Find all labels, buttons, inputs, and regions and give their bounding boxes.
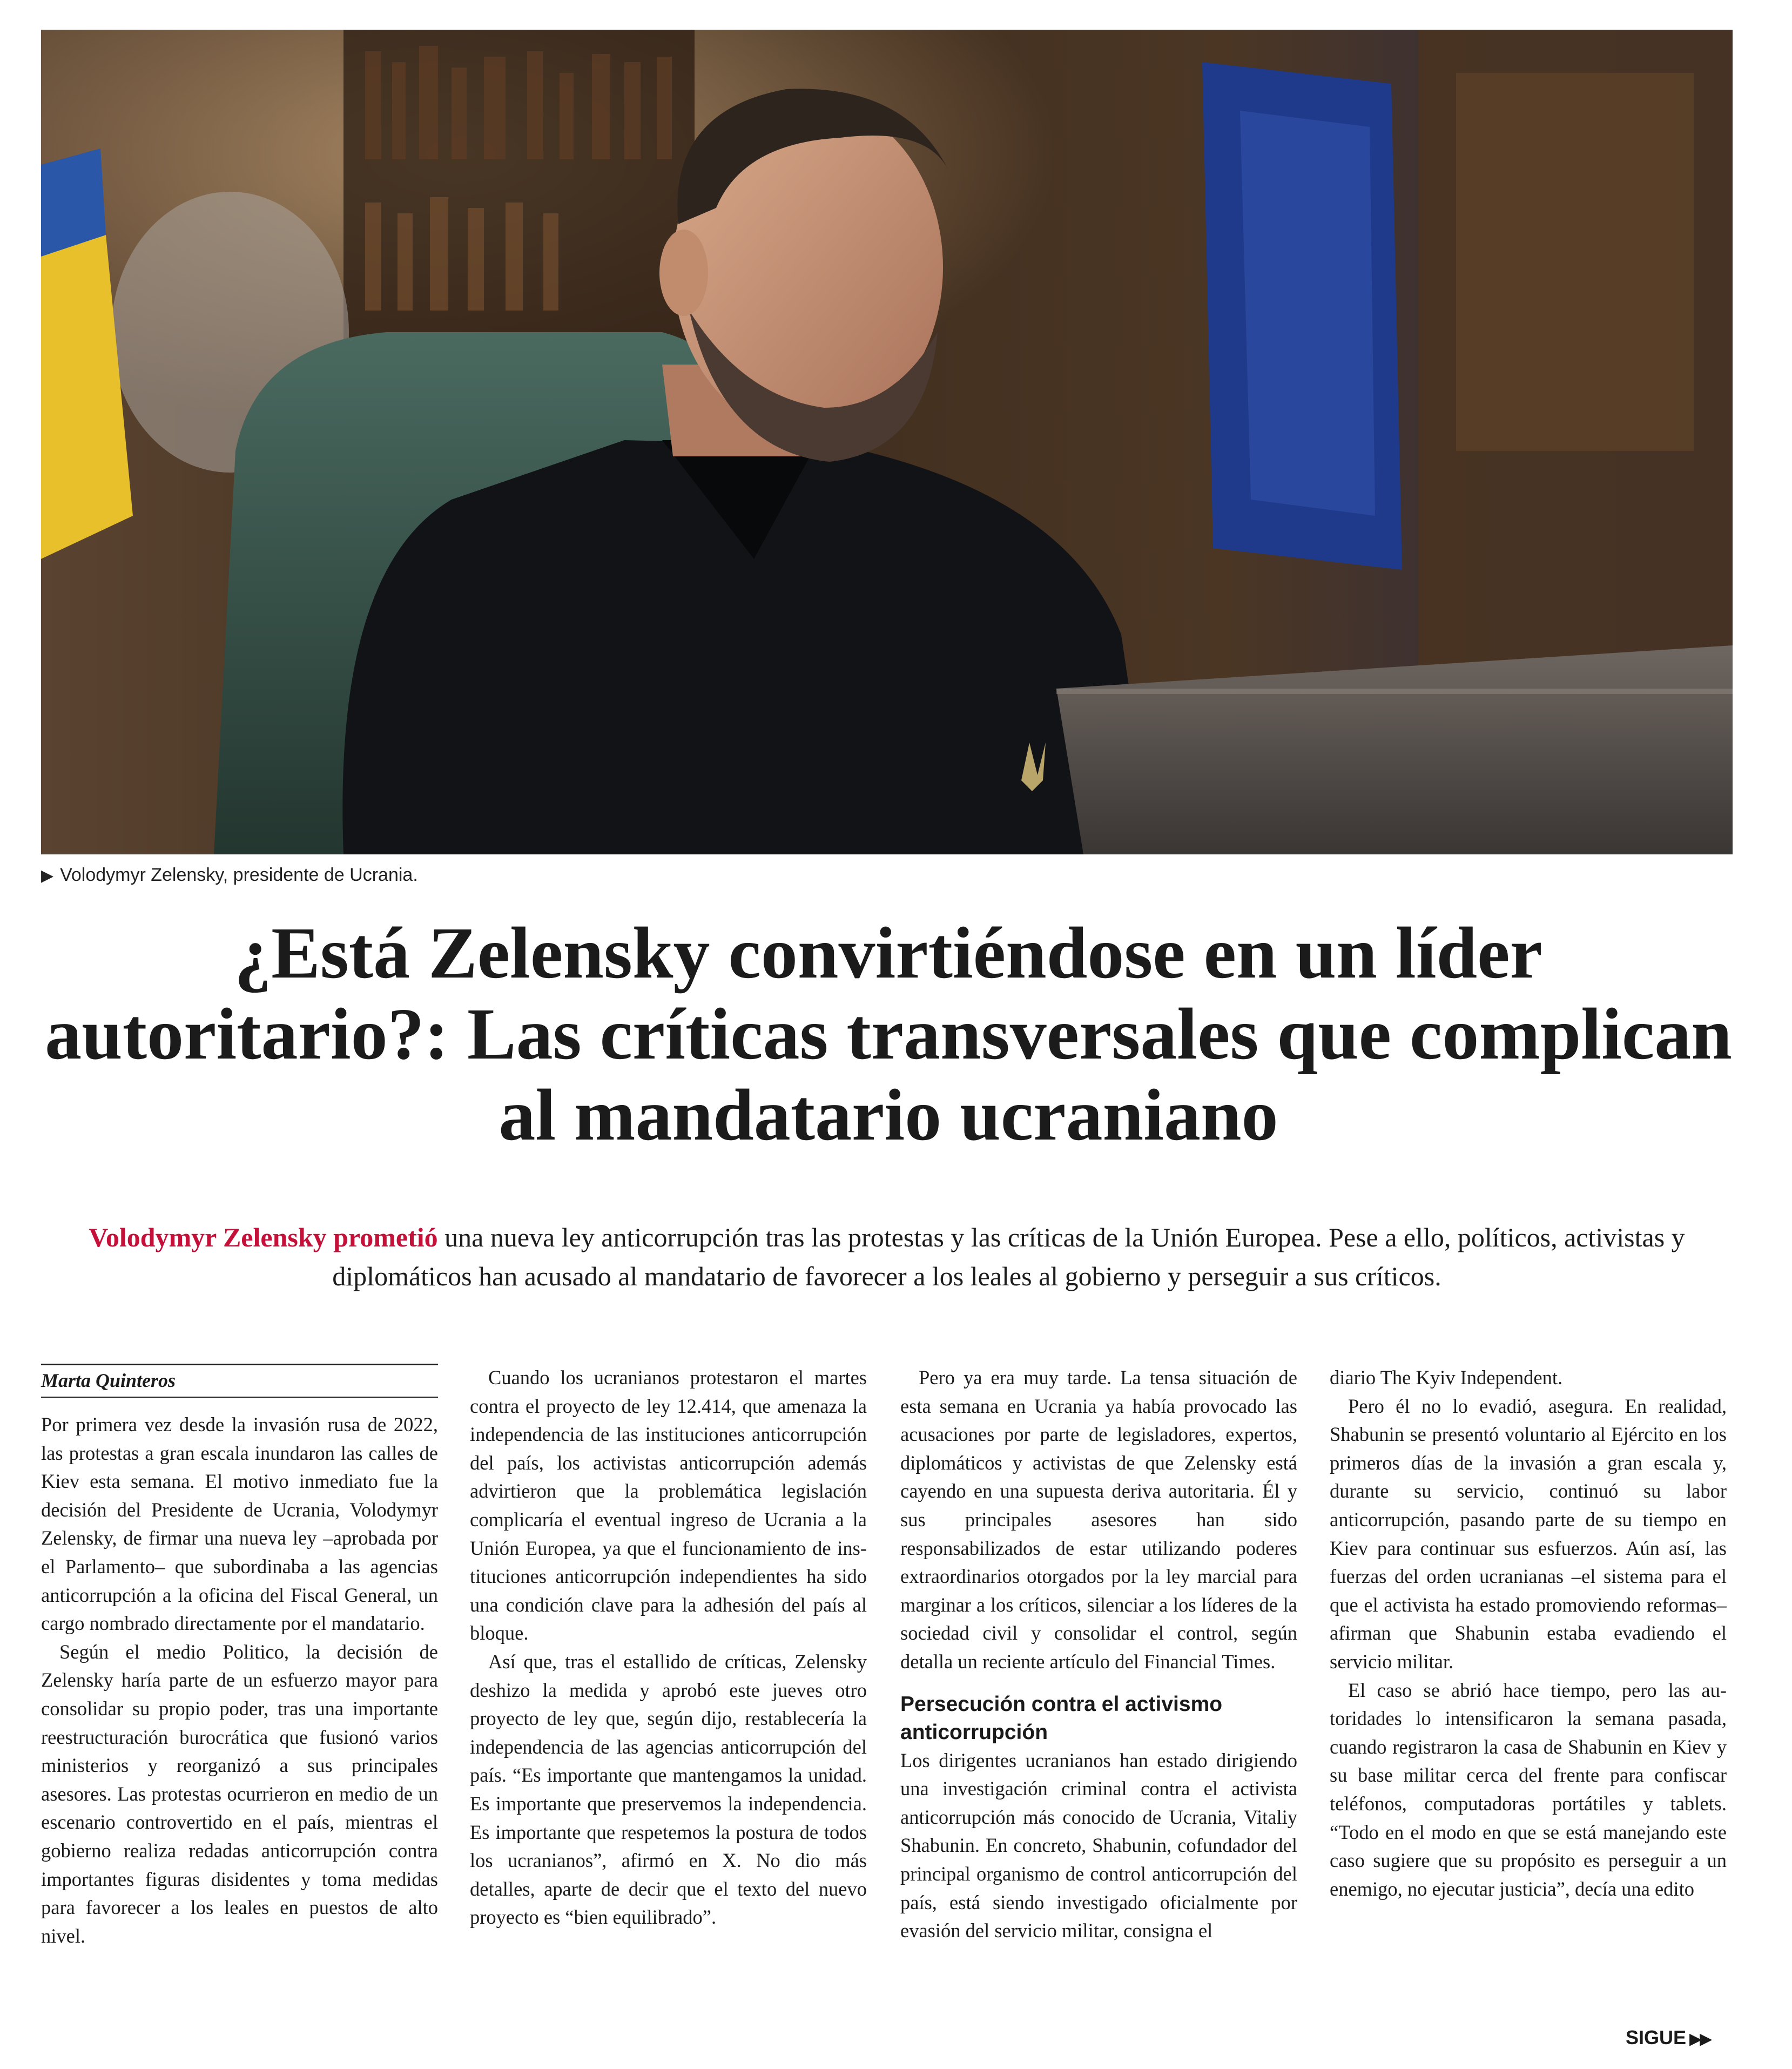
body-column-1 — [41, 1364, 438, 1950]
caption-text: Volodymyr Zelensky, presidente de Ucrania. — [60, 865, 418, 885]
body-column-2 — [470, 1364, 867, 1932]
double-arrow-icon: ▶▶ — [1689, 2030, 1710, 2048]
paragraph: diario The Kyiv Independent. — [1330, 1366, 1563, 1389]
paragraph: Los dirigentes ucranianos han estado dirigiendo una investigación criminal contra el activista anticorrupción más conocido de Ucrania, Vitaliy Shabunin. En concreto, Shabunin, cofundador del principal organismo de control anticorrupción del país, está siendo investigado oficialmente por evasión del servicio militar, consigna el — [900, 1749, 1297, 1942]
body-column-3 — [900, 1364, 1297, 1945]
continue-label: SIGUE — [1626, 2026, 1687, 2048]
article-headline: ¿Está Zelensky convirtiéndose en un líder autoritario?: Las críticas transversales que complican al mandatario ucraniano — [45, 913, 1732, 1156]
paragraph: Según el medio Politico, la decisión de Zelensky haría parte de un esfuerzo mayor para consolidar su propio poder, tras una importante reestructuración burocrática que fusionó varios ministerios y reorganizó a sus principales asesores. Las protestas ocurrieron en medio de un escenario controvertido en el país, mientras el gobierno realiza redadas anticorrupción contra importantes figuras disidentes y toma medidas para favorecer a los leales en puestos de alto nivel. — [41, 1640, 438, 1947]
byline: Marta Quinteros — [41, 1364, 438, 1398]
paragraph: Así que, tras el estallido de críticas, Zelensky deshizo la medida y aprobó este jueves otro proyecto de ley que, según dijo, restablecería la independencia de las agencias anticorrupción del país. “Es importante que mantengamos la unidad. Es importante que preservemos la independencia. Es importante que respetemos la postura de todos los ucranianos”, afirmó en X. No dio más detalles, aparte de decir que el texto del nuevo proyecto es “bien equilibrado”. — [470, 1650, 867, 1929]
paragraph: Pero él no lo evadió, asegura. En realidad, Shabunin se presentó voluntario al Ejército en los primeros días de la invasión a gran escala y, durante su servicio, continuó su labor anticorrupción, pasando parte de su tiempo en Kiev para continuar sus esfuerzos. Aún así, las fuerzas del orden ucranianas –el sistema para el que el activista ha estado promoviendo reformas– afirman que Shabunin estaba evadiendo el servicio militar. — [1330, 1394, 1727, 1673]
zelensky-photo-illustration — [41, 30, 1733, 854]
photo-caption — [41, 863, 1661, 888]
paragraph: Pero ya era muy tarde. La tensa situación de esta semana en Ucrania ya había provocado las acusaciones por parte de legisladores, expertos, diplomáticos y activistas de que Zelensky está cayendo en una supuesta deriva autoritaria. Él y sus principales asesores han sido responsabilizados de estar utilizando poderes extraordinarios otorgados por la ley marcial para marginar a los críticos, silenciar a los líderes de la sociedad civil y consolidar el control, según detalla un reciente artículo del Financial Times. — [900, 1366, 1297, 1673]
caption-marker-icon: ▶ — [41, 867, 54, 885]
standfirst-text: una nueva ley anticorrupción tras las protestas y las críticas de la Unión Europea. Pese a ello, políticos, activistas y diplomáticos han acusado al mandatario de favorecer a los leales al gobierno y perseguir a sus críticos. — [332, 1222, 1685, 1291]
section-subheading: Persecución contra el activismo anticorrupción — [900, 1692, 1223, 1744]
article-photo — [41, 30, 1733, 854]
paragraph: Cuando los ucranianos protestaron el martes contra el proyecto de ley 12.414, que amenaza la independencia de las instituciones anticorrupción del país, los activistas anticorrupción además advirtieron que la problemática legislación complicaría el eventual ingreso de Ucrania a la Unión Europea, ya que el funcionamiento de instituciones anticorrupción independientes ha sido una condición clave para la adhesión del país al bloque. — [470, 1366, 867, 1645]
standfirst-lead: Volodymyr Zelensky prometió — [89, 1222, 438, 1252]
paragraph: El caso se abrió hace tiempo, pero las autoridades lo intensificaron la semana pasada, cuando registraron la casa de Shabunin en Kiev y su base militar cerca del frente para confiscar teléfonos, computadoras portátiles y tablets. “Todo en el modo en que se está manejando este caso sugiere que su propósito es perseguir a un enemigo, no ejecutar justicia”, decía una edito — [1330, 1679, 1727, 1900]
continue-indicator — [1626, 2024, 1734, 2051]
article-standfirst — [41, 1218, 1733, 1296]
paragraph: Por primera vez desde la invasión rusa de 2022, las protestas a gran escala inundaron las calles de Kiev esta semana. El motivo inmediato fue la decisión del Presidente de Ucrania, Volodymyr Zelensky, de firmar una nueva ley –aprobada por el Parlamento– que subordinaba a las agencias anticorrupción a la oficina del Fiscal General, un cargo nombrado directamente por el mandatario. — [41, 1413, 438, 1635]
body-column-4 — [1330, 1364, 1727, 1903]
